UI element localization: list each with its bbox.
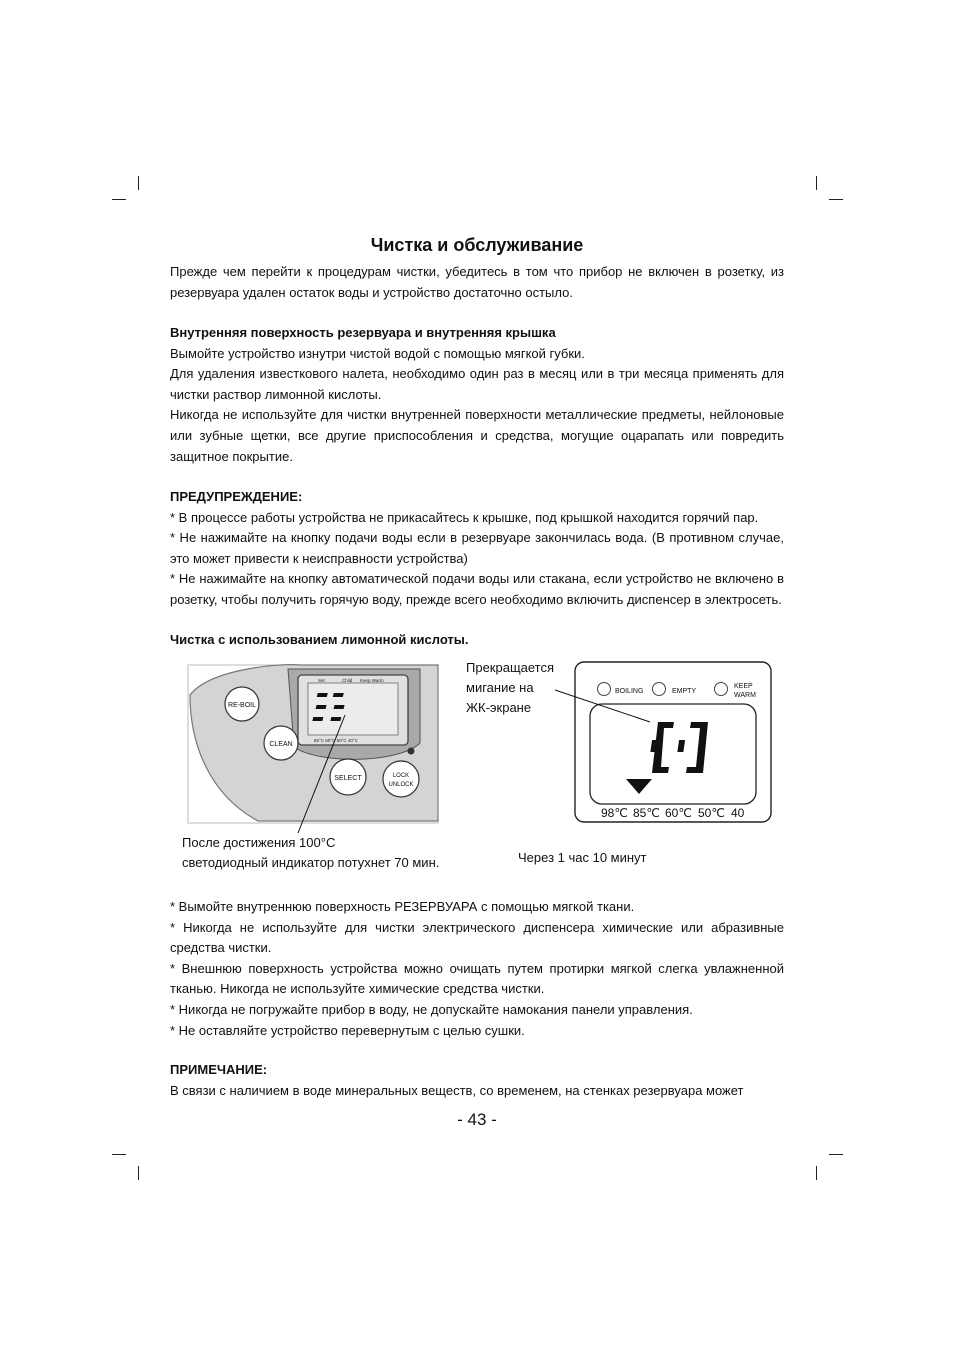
panel-caption <box>182 833 439 873</box>
inner-paragraph: Вымойте устройство изнутри чистой водой с помощью мягкой губки. <box>170 345 585 361</box>
indicator-keep: KEEP <box>734 683 753 690</box>
display-note <box>466 658 554 718</box>
indicator-warm: WARM <box>734 692 756 699</box>
page-title: Чистка и обслуживание <box>370 235 584 255</box>
page-number: - 43 - <box>457 1110 497 1129</box>
temp-50: 50℃ <box>698 806 725 820</box>
display-note-line: ЖК-экране <box>466 700 532 715</box>
re-boil-button[interactable] <box>225 687 259 721</box>
warning-item: * Не нажимайте на кнопку автоматической подачи воды или стакана, если устройство не включено в розетку, чтобы получить горячую воду, прежде всего необходимо включить диспенсер в электросеть. <box>170 571 784 607</box>
crop-mark <box>829 1154 843 1155</box>
temp-98: 98℃ <box>601 806 628 820</box>
indicator-boiling: BOILING <box>615 688 644 695</box>
crop-mark <box>816 176 817 190</box>
cleaning-figure <box>170 655 810 875</box>
inner-paragraph: Для удаления известкового налета, необходимо один раз в месяц или в три месяца применять для чистки раствор лимонной кислоты. <box>170 366 784 402</box>
crop-mark <box>829 199 843 200</box>
temp-60: 60℃ <box>665 806 692 820</box>
lcd-temps-small: 85°C 60°C 50°C 40°C <box>314 738 358 743</box>
temp-85: 85℃ <box>633 806 660 820</box>
after-item: * Внешнюю поверхность устройства можно очищать путем протирки мягкой слегка увлажненной тканью. Никогда не используйте химические средства чистки. <box>170 960 784 997</box>
warning-item: * В процессе работы устройства не прикасайтесь к крышке, под крышкой находится горячий пар. <box>170 509 759 525</box>
select-label: SELECT <box>334 775 362 782</box>
panel-caption-line: светодиодный индикатор потухнет 70 мин. <box>182 855 440 870</box>
panel-caption-line: После достижения 100°С <box>182 835 336 850</box>
display-note-line: мигание на <box>466 680 534 695</box>
control-panel-illustration <box>188 665 438 823</box>
warning-section <box>170 487 784 611</box>
inner-cleaning-section <box>170 323 784 467</box>
lcd-display-illustration <box>575 662 771 822</box>
note-heading: ПРИМЕЧАНИЕ: <box>170 1062 268 1077</box>
inner-paragraph: Никогда не используйте для чистки внутренней поверхности металлические предметы, нейлоновые или зубные щетки, все другие приспособления и средства, могущие оцарапать или повредить защитное покрытие. <box>170 407 784 464</box>
display-note-line: Прекращается <box>466 660 555 675</box>
citric-heading: Чистка с использованием лимонной кислоты. <box>170 632 469 647</box>
lcd-label-child: Child <box>342 678 353 683</box>
lock-unlock-button[interactable] <box>383 761 419 797</box>
crop-mark <box>138 176 139 190</box>
lcd-label-keep-warm: Keep Warm <box>360 678 384 683</box>
crop-mark <box>112 1154 126 1155</box>
indicator-empty: EMPTY <box>672 688 697 695</box>
after-item: * Никогда не используйте для чистки электрического диспенсера химические или абразивные средства чистки. <box>170 919 784 956</box>
lock-label: LOCK <box>392 773 410 779</box>
unlock-label: UNLOCK <box>388 782 414 788</box>
after-item: * Никогда не погружайте прибор в воду, не допускайте намокания панели управления. <box>170 1001 693 1017</box>
re-boil-label: RE-BOIL <box>227 702 257 709</box>
after-item: * Вымойте внутреннюю поверхность РЕЗЕРВУАРА с помощью мягкой ткани. <box>170 899 635 914</box>
display-caption: Через 1 час 10 минут <box>518 850 647 865</box>
after-item: * Не оставляйте устройство перевернутым с целью сушки. <box>170 1022 525 1038</box>
intro-paragraph: Прежде чем перейти к процедурам чистки, убедитесь в том что прибор не включен в розетку, из резервуара удален остаток воды и устройство достаточно остыло. <box>170 264 784 300</box>
inner-heading: Внутренняя поверхность резервуара и внутренняя крышка <box>170 325 556 340</box>
warning-heading: ПРЕДУПРЕЖДЕНИЕ: <box>170 489 303 504</box>
crop-mark <box>112 199 126 200</box>
after-section <box>170 897 784 1041</box>
crop-mark <box>816 1166 817 1180</box>
note-text: В связи с наличием в воде минеральных веществ, со временем, на стенках резервуара может <box>170 1082 744 1098</box>
warning-item: * Не нажимайте на кнопку подачи воды если в резервуаре закончилась вода. (В противном случае, это может привести к неисправности устройства) <box>170 530 784 566</box>
crop-mark <box>138 1166 139 1180</box>
led-indicator <box>408 748 415 755</box>
clean-label: CLEAN <box>269 741 293 748</box>
note-section <box>170 1060 784 1101</box>
lcd-label-set: Set <box>318 678 325 683</box>
clean-button[interactable] <box>264 726 298 760</box>
temp-40: 40 <box>731 806 745 820</box>
select-button[interactable] <box>330 759 366 795</box>
intro-section <box>170 262 784 303</box>
citric-section <box>170 630 784 651</box>
